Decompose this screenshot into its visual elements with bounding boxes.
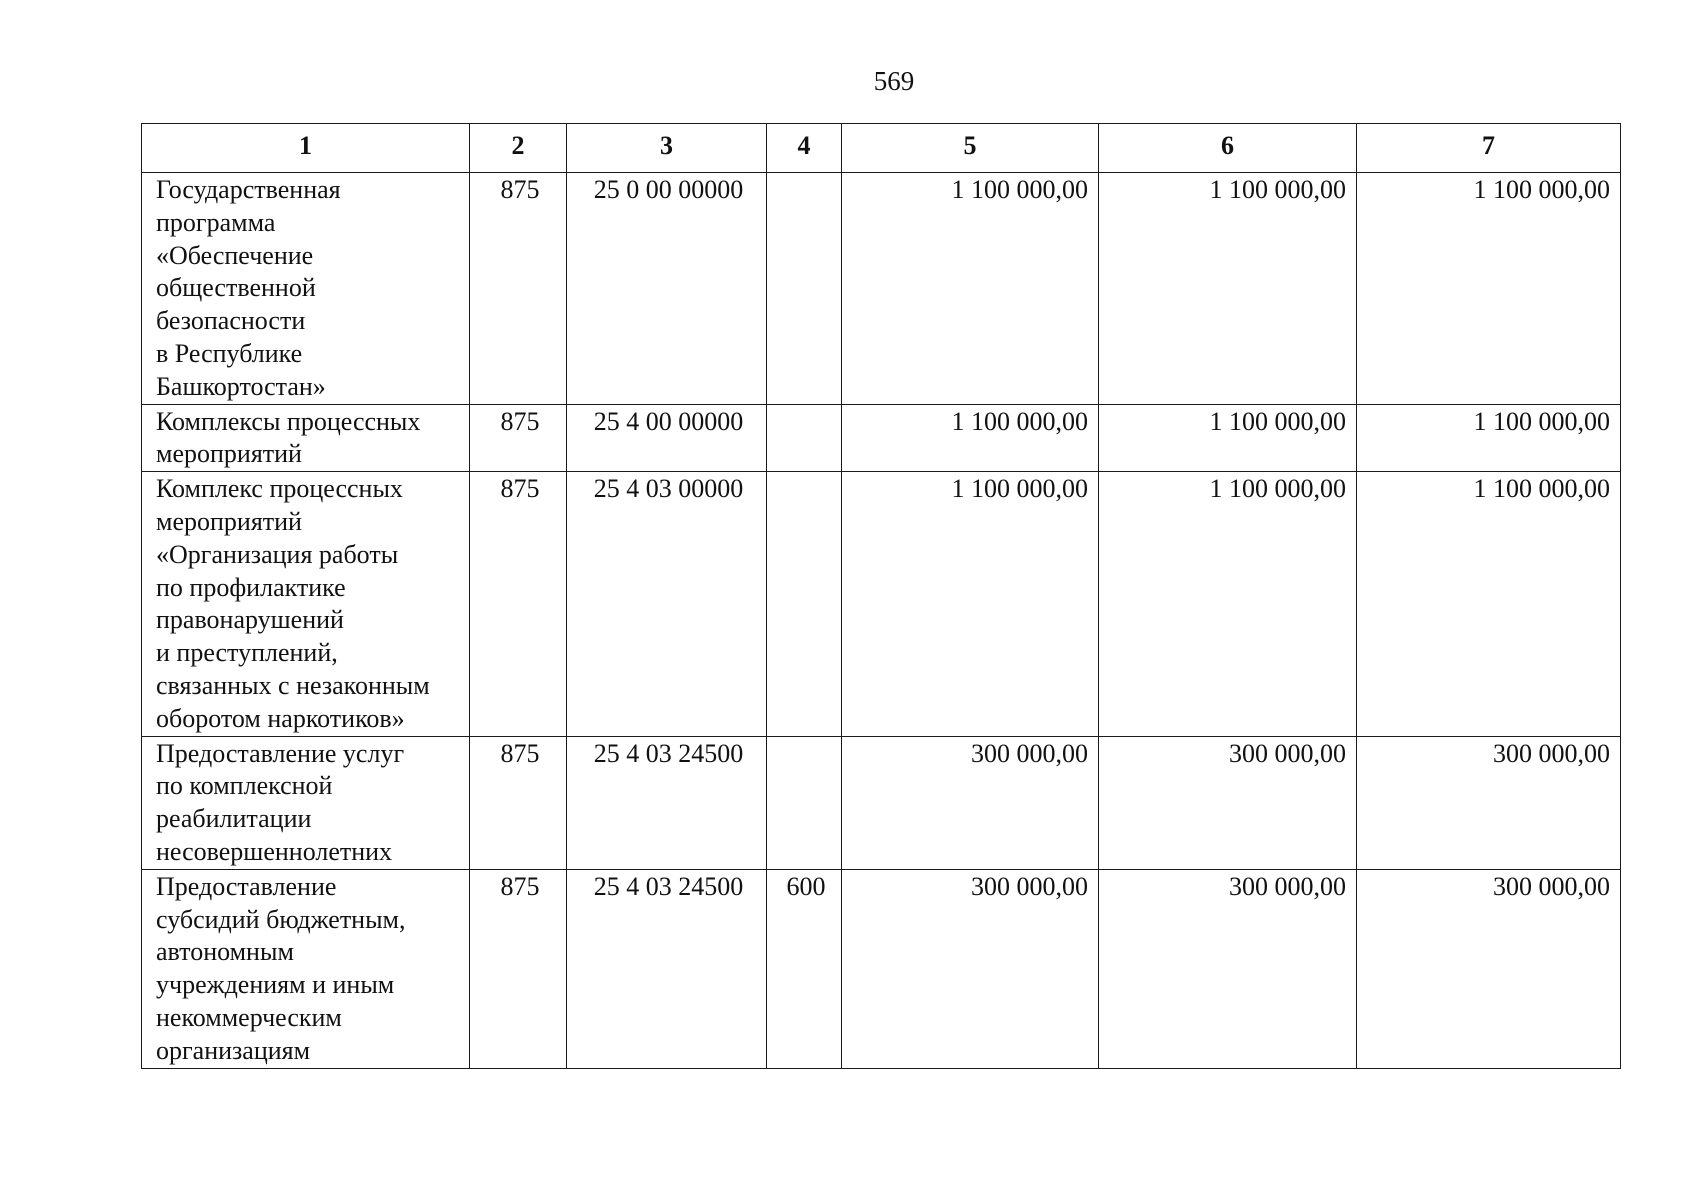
row-value-7-cell: 300 000,00	[1357, 869, 1621, 1068]
row-csr-cell: 25 4 00 00000	[567, 404, 767, 472]
row-code-cell: 875	[470, 404, 567, 472]
row-name-line: организациям	[156, 1035, 311, 1065]
row-csr-cell: 25 4 03 00000	[567, 472, 767, 736]
row-vr-cell	[767, 404, 842, 472]
row-value-6-cell: 1 100 000,00	[1099, 404, 1357, 472]
table-row	[142, 472, 1621, 736]
row-name-line: Предоставление услуг	[156, 738, 405, 768]
table-row	[142, 404, 1621, 472]
row-value-7-cell: 300 000,00	[1357, 736, 1621, 869]
row-name-line: связанных с незаконным	[156, 670, 430, 700]
row-vr-cell	[767, 472, 842, 736]
budget-table	[141, 123, 1621, 1069]
row-name-line: «Обеспечение	[156, 240, 314, 270]
row-code-cell: 875	[470, 472, 567, 736]
header-col-3: 3	[567, 124, 767, 173]
row-name-line: реабилитации	[156, 804, 312, 834]
row-value-5-cell: 1 100 000,00	[842, 404, 1099, 472]
row-name-line: Комплекс процессных	[156, 474, 403, 504]
row-value-6-cell: 300 000,00	[1099, 869, 1357, 1068]
table-row	[142, 173, 1621, 405]
row-name-line: «Организация работы	[156, 539, 399, 569]
header-col-2: 2	[470, 124, 567, 173]
header-row	[142, 124, 1621, 173]
row-name-line: оборотом наркотиков»	[156, 703, 405, 733]
header-col-7: 7	[1357, 124, 1621, 173]
row-name-line: несовершеннолетних	[156, 836, 393, 866]
row-name-line: в Республике	[156, 338, 303, 368]
row-name-line: мероприятий	[156, 506, 302, 536]
row-name-line: субсидий бюджетным,	[156, 904, 406, 934]
row-name-line: по профилактике	[156, 572, 346, 602]
row-value-7-cell: 1 100 000,00	[1357, 472, 1621, 736]
row-code-cell: 875	[470, 736, 567, 869]
row-value-5-cell: 300 000,00	[842, 869, 1099, 1068]
header-col-6: 6	[1099, 124, 1357, 173]
row-value-6-cell: 300 000,00	[1099, 736, 1357, 869]
row-value-6-cell: 1 100 000,00	[1099, 472, 1357, 736]
header-col-4: 4	[767, 124, 842, 173]
row-name-line: Башкортостан»	[156, 371, 326, 401]
row-csr-cell: 25 0 00 00000	[567, 173, 767, 405]
row-name-line: безопасности	[156, 306, 306, 336]
row-value-6-cell: 1 100 000,00	[1099, 173, 1357, 405]
table-body	[142, 173, 1621, 1069]
table-row	[142, 736, 1621, 869]
row-csr-cell: 25 4 03 24500	[567, 869, 767, 1068]
row-value-7-cell: 1 100 000,00	[1357, 404, 1621, 472]
row-name-cell	[142, 404, 470, 472]
row-value-5-cell: 1 100 000,00	[842, 173, 1099, 405]
row-name-line: общественной	[156, 273, 316, 303]
row-value-5-cell: 300 000,00	[842, 736, 1099, 869]
header-col-5: 5	[842, 124, 1099, 173]
row-name-line: мероприятий	[156, 439, 302, 469]
row-csr-cell: 25 4 03 24500	[567, 736, 767, 869]
row-value-5-cell: 1 100 000,00	[842, 472, 1099, 736]
table-row	[142, 869, 1621, 1068]
row-name-cell	[142, 869, 470, 1068]
page-number: 569	[873, 66, 915, 96]
table-header	[142, 124, 1621, 173]
row-vr-cell: 600	[767, 869, 842, 1068]
row-name-cell	[142, 173, 470, 405]
row-name-line: правонарушений	[156, 605, 344, 635]
row-name-line: Предоставление	[156, 871, 337, 901]
row-name-cell	[142, 736, 470, 869]
row-name-line: и преступлений,	[156, 638, 338, 668]
row-name-line: по комплексной	[156, 771, 333, 801]
row-name-line: Комплексы процессных	[156, 406, 421, 436]
row-name-line: Государственная	[156, 175, 341, 204]
row-vr-cell	[767, 736, 842, 869]
row-vr-cell	[767, 173, 842, 405]
row-value-7-cell: 1 100 000,00	[1357, 173, 1621, 405]
row-name-line: некоммерческим	[156, 1002, 342, 1032]
row-name-line: программа	[156, 207, 276, 237]
row-name-line: автономным	[156, 937, 294, 967]
row-name-cell	[142, 472, 470, 736]
row-name-line: учреждениям и иным	[156, 970, 395, 1000]
row-code-cell: 875	[470, 173, 567, 405]
row-code-cell: 875	[470, 869, 567, 1068]
header-col-1: 1	[142, 124, 470, 173]
